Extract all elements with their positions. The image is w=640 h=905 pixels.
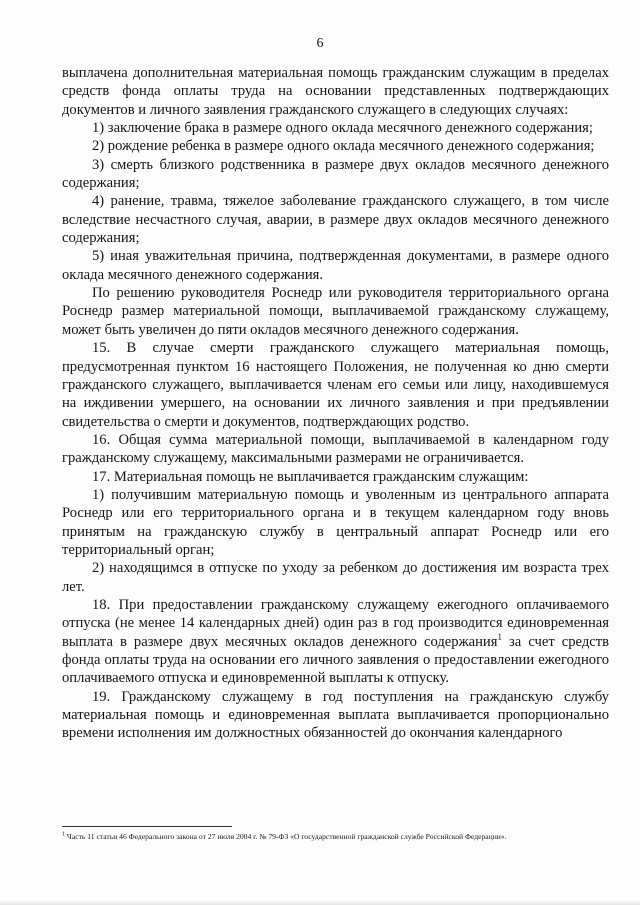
paragraph-18-text-start: 18. При предоставлении гражданскому служащему ежегодного оплачиваемого отпуска (не менее 14 календарных дней) один раз в год производится единовременная выплата в размере двух месячных окладов денежного содержания [62,596,609,650]
paragraph-17-item-1: 1) получившим материальную помощь и уволенным из центрального аппарата Роснедр или его территориального органа и в текущем календарном году вновь принятым на гражданскую службу в центральный аппарат Роснедр или его территориальный орган; [62,486,609,558]
document-body [62,64,609,743]
footnote-marker: 1 [62,831,65,838]
list-item-childbirth: 2) рождение ребенка в размере одного оклада месячного денежного содержания; [92,138,595,155]
footnote [62,832,609,842]
paragraph-18 [62,596,609,688]
paragraph-15: 15. В случае смерти гражданского служащего материальная помощь, предусмотренная пунктом 16 настоящего Положения, не полученная ко дню смерти гражданского служащего, выплачивается членам его семьи или лицу, находившемуся на иждивении умершего, на основании их личного заявления и при предъявлении свидетельства о смерти и документов, подтверждающих родство. [62,340,609,430]
list-item-marriage: 1) заключение брака в размере одного оклада месячного денежного содержания; [92,120,593,137]
footnote-reference: 1 [497,631,502,642]
paragraph-head-decision: По решению руководителя Роснедр или руководителя территориального органа Роснедр размер материальной помощи, выплачиваемой гражданскому служащему, может быть увеличен до пяти окладов месячного денежного содержания. [62,285,609,338]
list-item-injury: 4) ранение, травма, тяжелое заболевание гражданского служащего, в том числе вследствие несчастного случая, аварии, в размере двух окладов месячного денежного содержания; [62,193,609,247]
footnote-text: Часть 11 статьи 46 Федерального закона от 27 июля 2004 г. № 79-ФЗ «О государственной гражданской службе Российской Федерации». [65,832,507,841]
paragraph-18-text-end: за счет средств фонда оплаты труда на основании его личного заявления о предоставлении ежегодного оплачиваемого отпуска и единовременной выплаты к отпуску. [62,633,609,687]
paragraph-17-item-2: 2) находящимся в отпуске по уходу за ребенком до достижения им возраста трех лет. [62,560,609,595]
footnote-divider [62,826,232,827]
list-item-relative-death: 3) смерть близкого родственника в размере двух окладов месячного денежного содержания; [62,156,609,192]
paragraph-16: 16. Общая сумма материальной помощи, выплачиваемой в календарном году гражданскому служащему, максимальными размерами не ограничивается. [62,431,609,467]
page-number: 6 [316,36,324,51]
list-item-other-reason: 5) иная уважительная причина, подтвержденная документами, в размере одного оклада месячного денежного содержания. [62,248,609,283]
scan-bottom-edge [0,901,640,905]
paragraph-17: 17. Материальная помощь не выплачивается гражданским служащим: [92,468,529,485]
paragraph-19: 19. Гражданскому служащему в год поступления на гражданскую службу материальная помощь и единовременная выплата выплачивается пропорционально времени исполнения им должностных обязанностей до окончания календарного [62,688,609,742]
paragraph-intro: выплачена дополнительная материальная помощь гражданским служащим в пределах средств фонда оплаты труда на основании представленных подтверждающих документов и личного заявления гражданского служащего в следующих случаях: [62,65,609,118]
